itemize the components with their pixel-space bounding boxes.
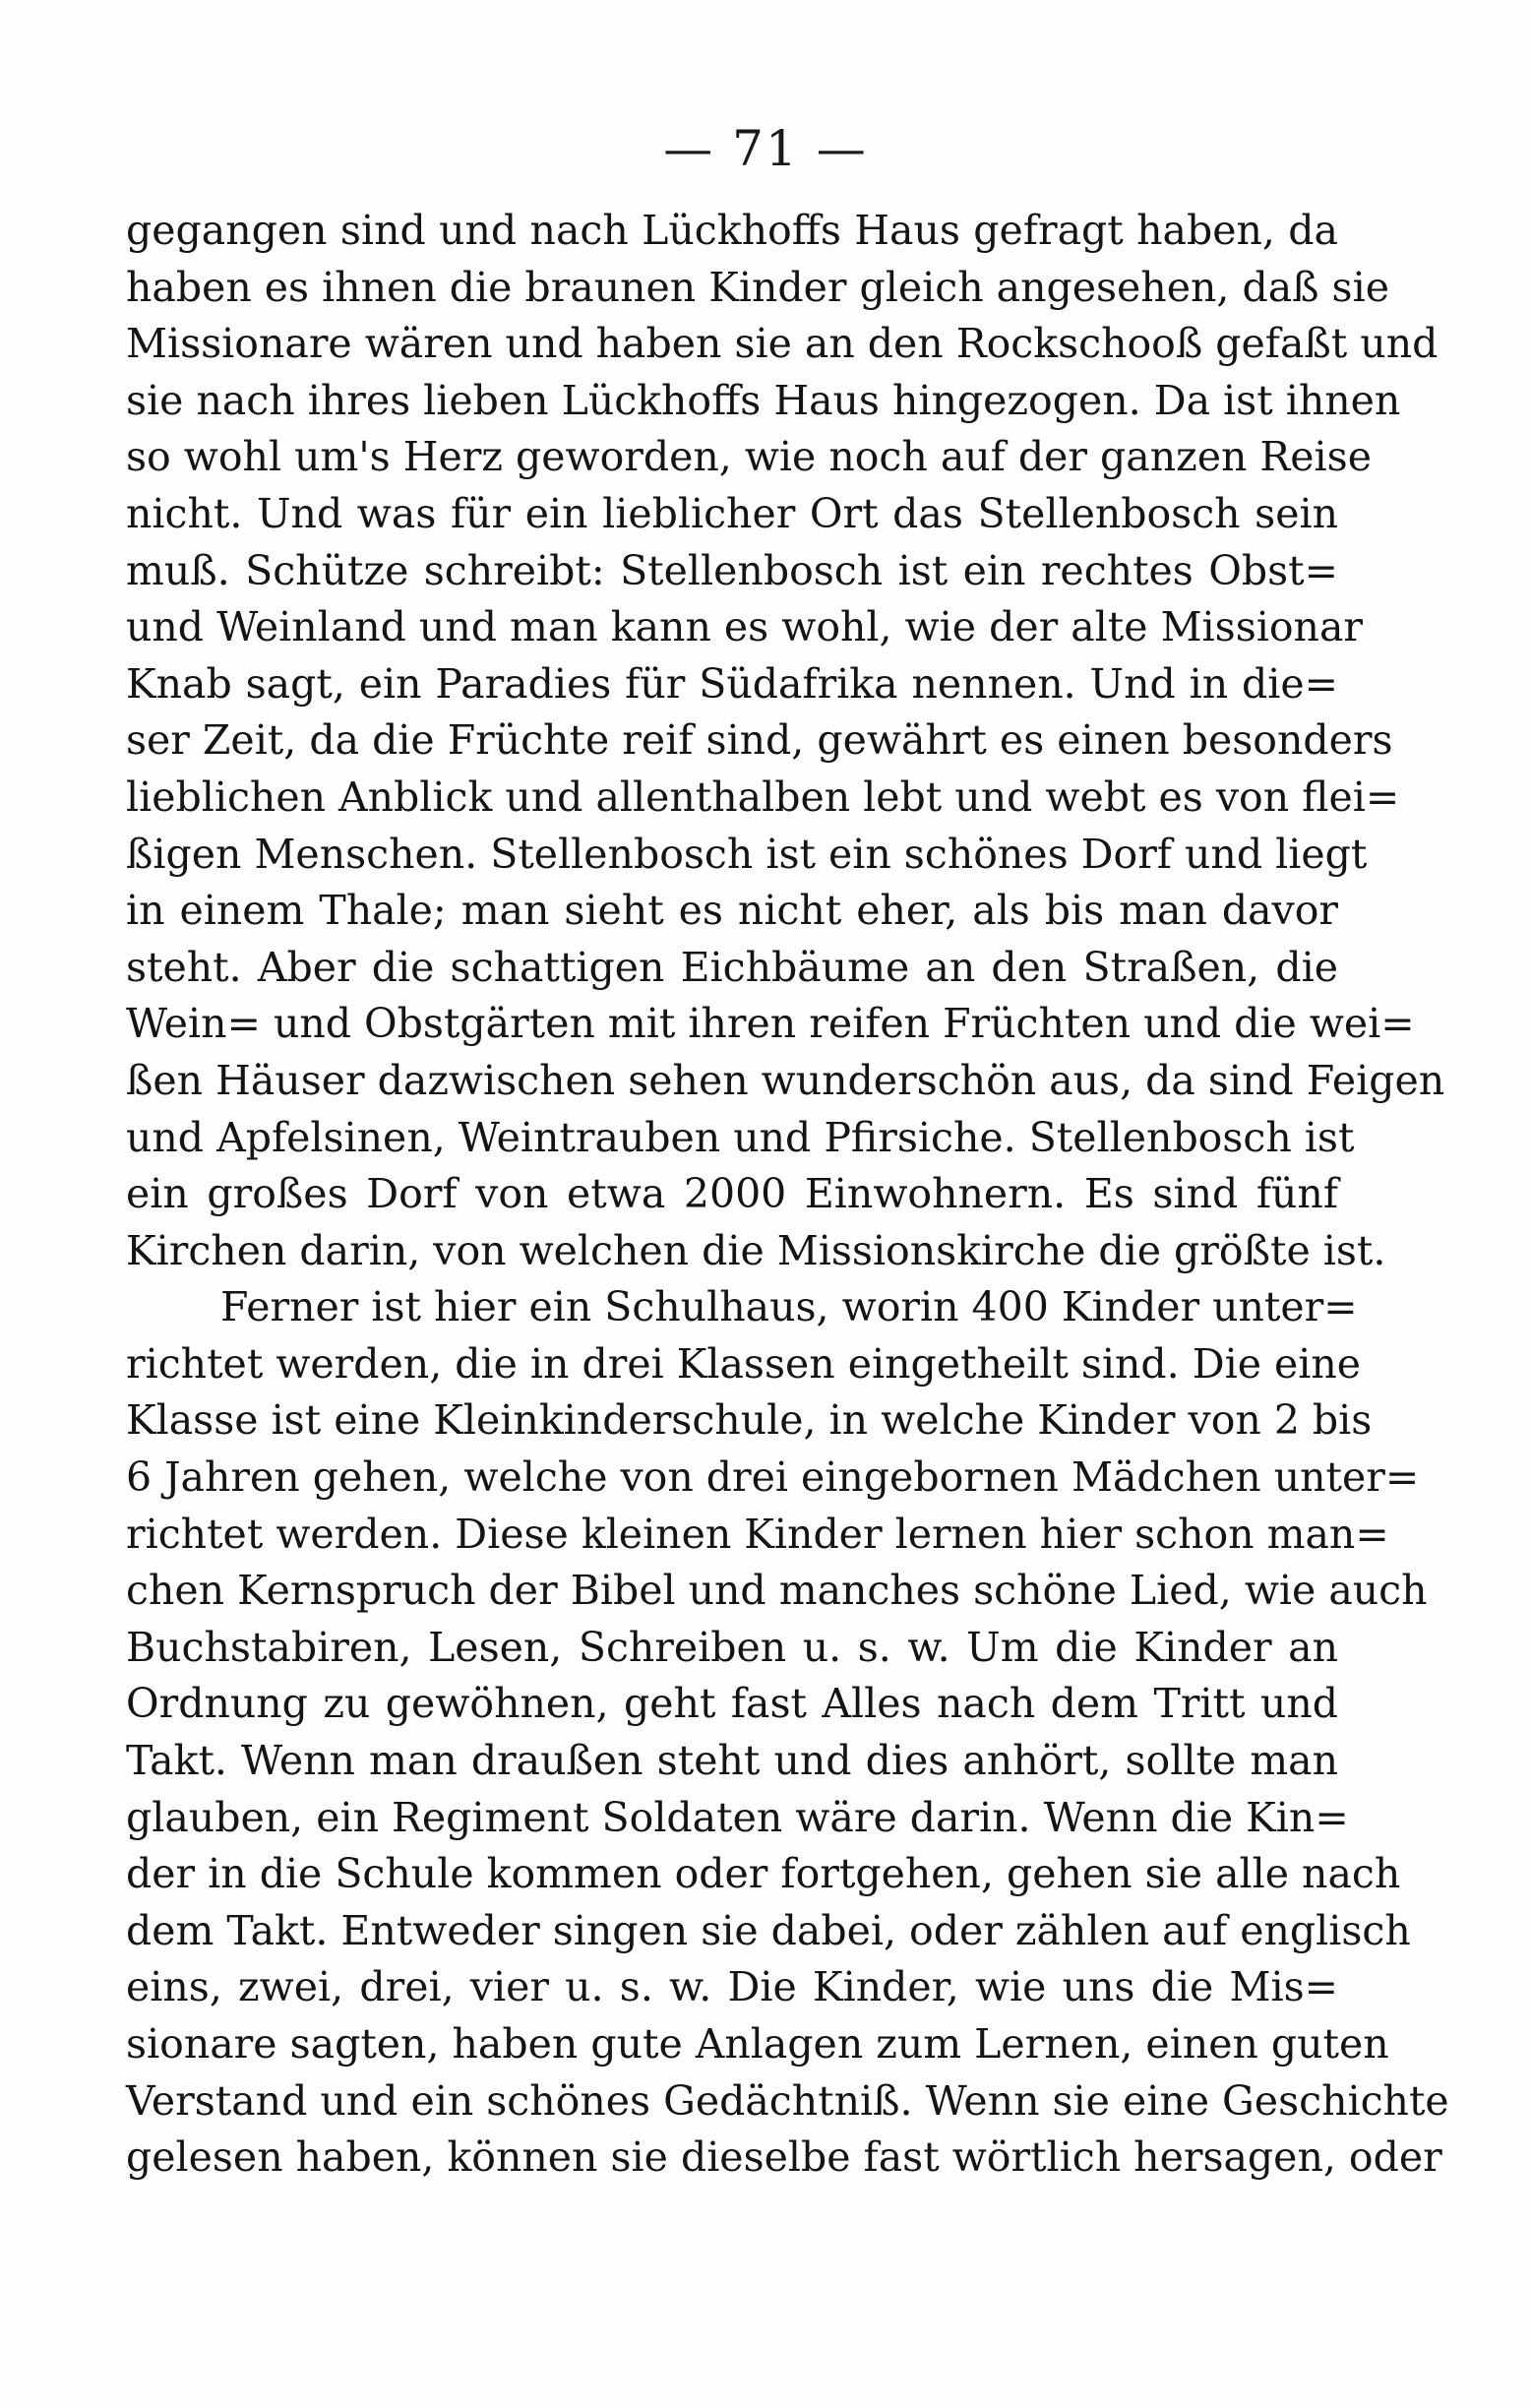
text-line: ein großes Dorf von etwa 2000 Einwohnern. Es sind fünf xyxy=(126,1170,1338,1218)
paragraph-start-line: Ferner ist hier ein Schulhaus, worin 400 Kinder unter= xyxy=(220,1283,1358,1331)
text-line: Klasse ist eine Kleinkinderschule, in welche Kinder von 2 bis xyxy=(126,1396,1373,1445)
text-line: gelesen haben, können sie dieselbe fast wörtlich hersagen, oder xyxy=(126,2133,1442,2182)
text-line: gegangen sind und nach Lückhoffs Haus gefragt haben, da xyxy=(126,207,1338,254)
text-line: muß. Schütze schreibt: Stellenbosch ist ein rechtes Obst= xyxy=(126,546,1338,594)
text-line: richtet werden, die in drei Klassen eingetheilt sind. Die eine xyxy=(126,1339,1362,1388)
text-line: nicht. Und was für ein lieblicher Ort das Stellenbosch sein xyxy=(126,489,1338,537)
body-text xyxy=(126,203,1449,2187)
text-line: Wein= und Obstgärten mit ihren reifen Früchten und die wei= xyxy=(126,1000,1415,1048)
text-line: richtet werden. Diese kleinen Kinder lernen hier schon man= xyxy=(126,1510,1389,1558)
text-line: glauben, ein Regiment Soldaten wäre darin. Wenn die Kin= xyxy=(126,1793,1349,1841)
text-line: sie nach ihres lieben Lückhoffs Haus hingezogen. Da ist ihnen xyxy=(126,376,1401,424)
text-line: Buchstabiren, Lesen, Schreiben u. s. w. Um die Kinder an xyxy=(126,1623,1338,1671)
text-line: und Apfelsinen, Weintrauben und Pfirsiche. Stellenbosch ist xyxy=(126,1113,1355,1161)
text-line: der in die Schule kommen oder fortgehen, gehen sie alle nach xyxy=(126,1850,1401,1898)
text-line: haben es ihnen die braunen Kinder gleich angesehen, daß sie xyxy=(126,263,1389,311)
page-number: — 71 — xyxy=(663,120,868,177)
text-line: eins, zwei, drei, vier u. s. w. Die Kinder, wie uns die Mis= xyxy=(126,1963,1338,2011)
text-line: ser Zeit, da die Früchte reif sind, gewährt es einen besonders xyxy=(126,716,1393,765)
text-line: ßen Häuser dazwischen sehen wunderschön aus, da sind Feigen xyxy=(126,1056,1445,1104)
text-line: lieblichen Anblick und allenthalben lebt und webt es von flei= xyxy=(126,772,1400,821)
text-line: Knab sagt, ein Paradies für Südafrika nennen. Und in die= xyxy=(126,659,1338,708)
text-line: sionare sagten, haben gute Anlagen zum Lernen, einen guten xyxy=(126,2020,1389,2068)
text-line: Ordnung zu gewöhnen, geht fast Alles nach dem Tritt und xyxy=(126,1680,1338,1728)
text-line: so wohl um's Herz geworden, wie noch auf der ganzen Reise xyxy=(126,433,1372,481)
text-line: dem Takt. Entweder singen sie dabei, oder zählen auf englisch xyxy=(126,1906,1411,1954)
text-line: und Weinland und man kann es wohl, wie der alte Missionar xyxy=(126,603,1363,651)
text-line: Takt. Wenn man draußen steht und dies anhört, sollte man xyxy=(126,1737,1338,1785)
text-line: steht. Aber die schattigen Eichbäume an den Straßen, die xyxy=(126,943,1338,991)
text-line: ßigen Menschen. Stellenbosch ist ein schönes Dorf und liegt xyxy=(126,830,1368,878)
text-line: Kirchen darin, von welchen die Missionskirche die größte ist. xyxy=(126,1226,1386,1274)
text-line: in einem Thale; man sieht es nicht eher, als bis man davor xyxy=(126,887,1338,935)
text-line: Missionare wären und haben sie an den Rockschooß gefaßt und xyxy=(126,320,1439,368)
text-line: chen Kernspruch der Bibel und manches schöne Lied, wie auch xyxy=(126,1567,1428,1615)
text-line: 6 Jahren gehen, welche von drei eingebornen Mädchen unter= xyxy=(126,1453,1420,1502)
text-line: Verstand und ein schönes Gedächtniß. Wenn sie eine Geschichte xyxy=(126,2076,1449,2125)
